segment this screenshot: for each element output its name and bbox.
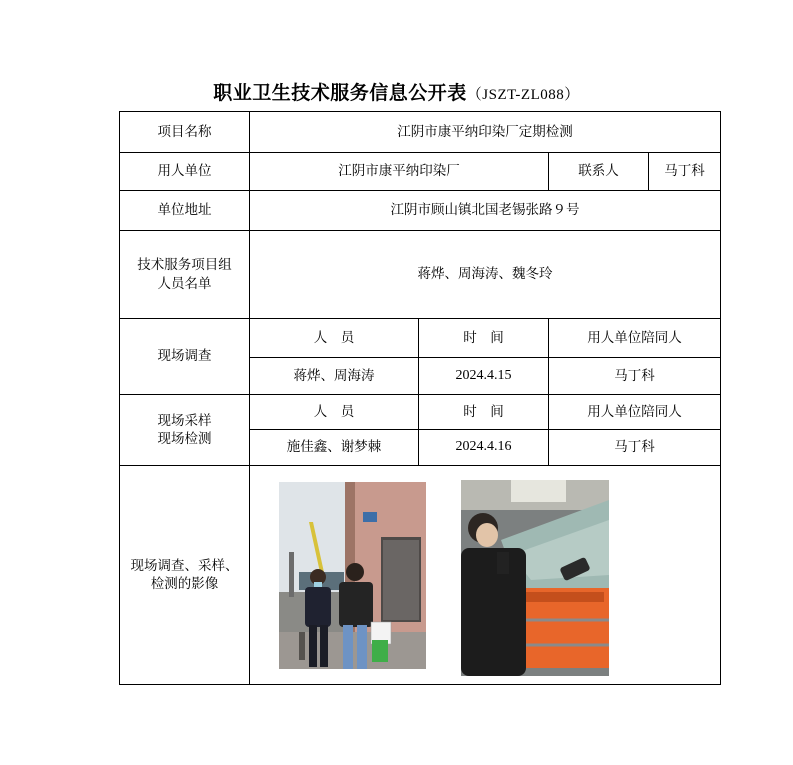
sampling-personnel: 施佳鑫、谢梦棘: [250, 430, 419, 466]
project-name-value: 江阴市康平纳印染厂定期检测: [250, 112, 721, 153]
contact-value: 马丁科: [649, 153, 721, 191]
survey-time: 2024.4.15: [419, 358, 549, 395]
project-name-label: 项目名称: [120, 112, 250, 153]
row-employer: [120, 153, 721, 191]
team-label: 技术服务项目组人员名单: [120, 231, 250, 319]
document-code: （JSZT-ZL088）: [466, 87, 580, 103]
sampling-time: 2024.4.16: [419, 430, 549, 466]
photo-site-sampling: [461, 480, 609, 676]
survey-personnel: 蒋烨、周海涛: [250, 358, 419, 395]
row-team: [120, 231, 721, 319]
title-text: 职业卫生技术服务信息公开表: [213, 82, 467, 104]
survey-col-personnel: 人 员: [250, 319, 419, 358]
survey-escort: 马丁科: [549, 358, 721, 395]
photo-site-survey: [279, 482, 426, 669]
row-images: [120, 466, 721, 685]
info-table: [119, 111, 721, 685]
survey-col-time: 时 间: [419, 319, 549, 358]
employer-value: 江阴市康平纳印染厂: [250, 153, 549, 191]
row-project-name: [120, 112, 721, 153]
sampling-col-time: 时 间: [419, 395, 549, 430]
document-title: [0, 78, 793, 105]
employer-label: 用人单位: [120, 153, 250, 191]
images-label: 现场调查、采样、检测的影像: [120, 466, 250, 685]
team-value: 蒋烨、周海涛、魏冬玲: [250, 231, 721, 319]
sampling-escort: 马丁科: [549, 430, 721, 466]
survey-col-escort: 用人单位陪同人: [549, 319, 721, 358]
row-sampling-header: [120, 395, 721, 430]
address-value: 江阴市顾山镇北国老锡张路９号: [250, 191, 721, 231]
row-address: [120, 191, 721, 231]
images-cell: [250, 466, 721, 685]
contact-label: 联系人: [549, 153, 649, 191]
survey-label: 现场调查: [120, 319, 250, 395]
sampling-col-personnel: 人 员: [250, 395, 419, 430]
photos-container: [250, 467, 720, 684]
sampling-label: 现场采样现场检测: [120, 395, 250, 466]
sampling-col-escort: 用人单位陪同人: [549, 395, 721, 430]
row-survey-header: [120, 319, 721, 358]
address-label: 单位地址: [120, 191, 250, 231]
